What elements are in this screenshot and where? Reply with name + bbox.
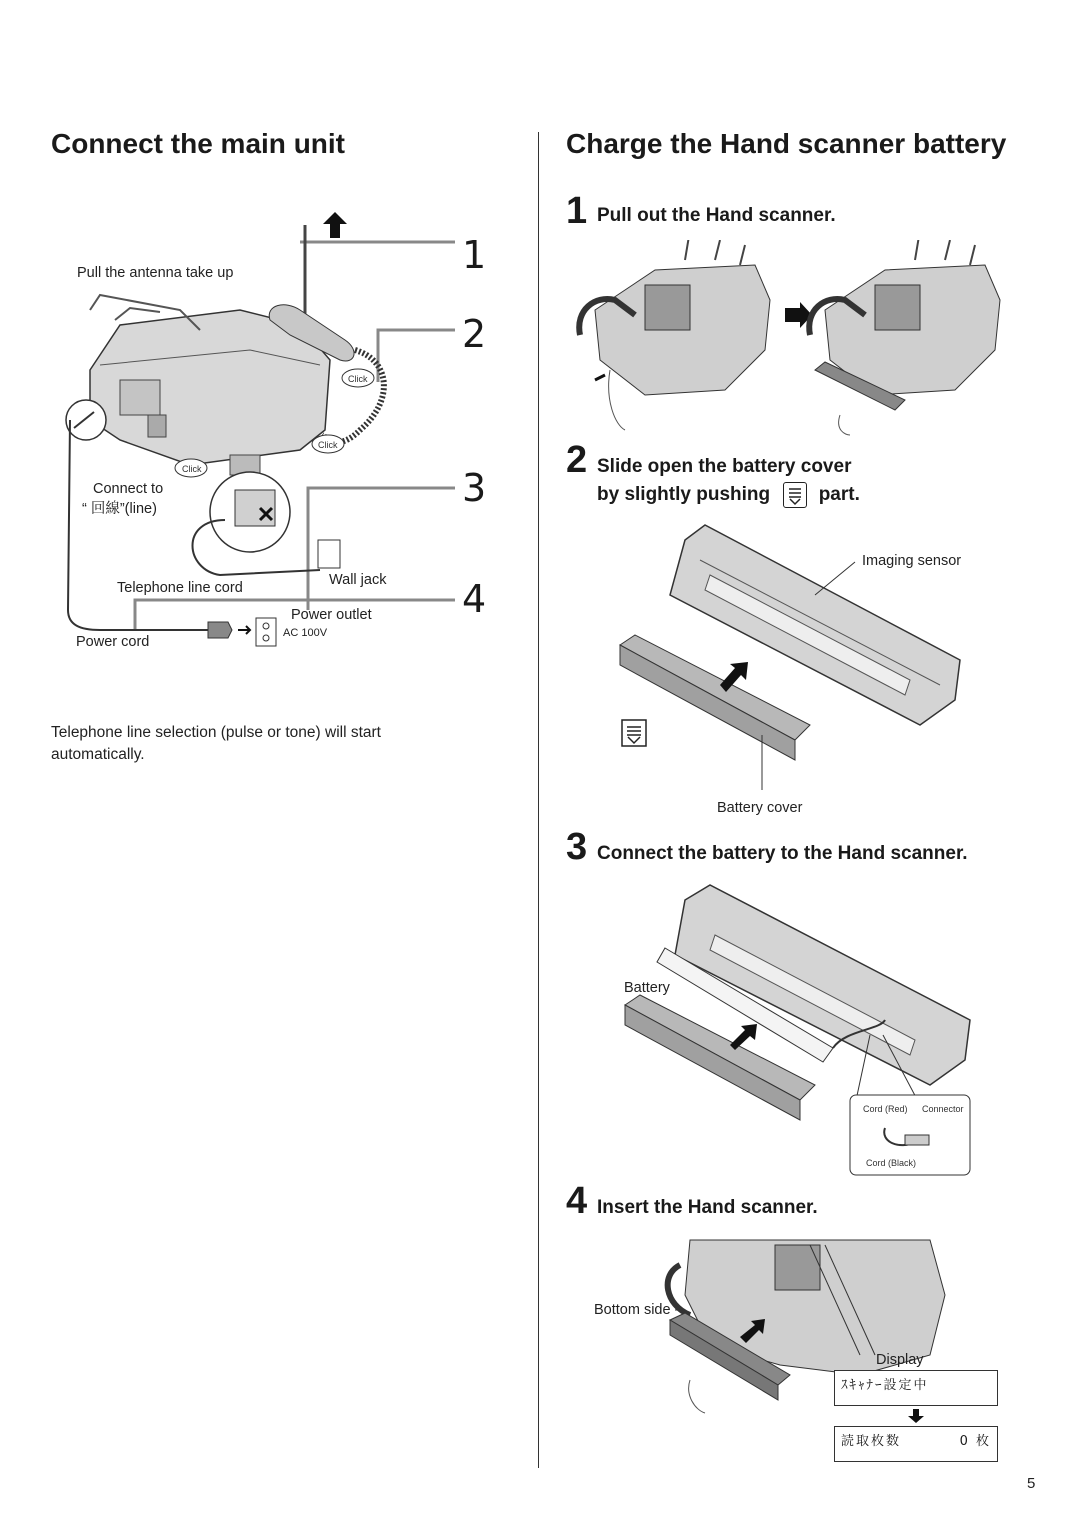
- cord-red-label: Cord (Red): [863, 1104, 908, 1114]
- click-label-1: Click: [348, 374, 368, 384]
- imaging-sensor-label: Imaging sensor: [862, 553, 962, 569]
- step-1-number: 1: [566, 190, 588, 232]
- connector-label: Connector: [922, 1104, 964, 1114]
- ac-label: AC 100V: [283, 627, 328, 639]
- antenna-label: Pull the antenna take up: [77, 265, 234, 281]
- section-title-main-unit: Connect the main unit: [51, 128, 345, 159]
- step-3-text: Connect the battery to the Hand scanner.: [597, 843, 968, 864]
- step-number-4: 4: [462, 577, 487, 621]
- step-4-number: 4: [566, 1180, 588, 1222]
- battery-cover-illustration: [610, 520, 970, 790]
- lcd-display-1: [834, 1370, 998, 1406]
- column-divider: [538, 132, 539, 1468]
- step-number-2: 2: [462, 312, 487, 356]
- lcd-line-1: ｽｷｬﾅｰ設定中: [841, 1378, 929, 1393]
- click-label-3: Click: [182, 464, 202, 474]
- line-label: “ 回線”(line): [82, 501, 157, 517]
- step-2-text-line1: Slide open the battery cover: [597, 456, 852, 477]
- down-arrow-icon: [907, 1408, 925, 1424]
- step-2-number: 2: [566, 439, 588, 481]
- lcd-display-2: [834, 1426, 998, 1462]
- section-title-charge-battery: Charge the Hand scanner battery: [566, 128, 1007, 159]
- lcd-line-2-left: 読取枚数: [841, 1434, 902, 1449]
- step-number-3: 3: [462, 466, 487, 510]
- battery-label: Battery: [624, 980, 670, 996]
- click-label-2: Click: [318, 440, 338, 450]
- power-outlet-label: Power outlet: [291, 607, 372, 623]
- push-mark-icon: [783, 482, 807, 508]
- bottom-side-label: Bottom side: [594, 1302, 671, 1318]
- wall-jack-label: Wall jack: [329, 572, 387, 588]
- step-3-number: 3: [566, 826, 588, 868]
- pulse-tone-note: Telephone line selection (pulse or tone) will start automatically.: [51, 724, 381, 763]
- step-4-text: Insert the Hand scanner.: [597, 1197, 818, 1218]
- step-1-text: Pull out the Hand scanner.: [597, 205, 836, 226]
- display-label: Display: [876, 1352, 924, 1368]
- battery-cover-label: Battery cover: [717, 800, 803, 816]
- connect-battery-illustration: [615, 880, 975, 1180]
- pull-out-scanner-illustration: [575, 240, 1005, 440]
- power-cord-label: Power cord: [76, 634, 150, 650]
- step-2-text-line2-a: by slightly pushing: [597, 484, 771, 506]
- lcd-line-2-right: 0 枚: [959, 1434, 991, 1449]
- step-number-1: 1: [462, 233, 487, 277]
- connect-to-label: Connect to: [93, 481, 164, 497]
- step-2-text-line2-b: part.: [818, 484, 860, 506]
- step-2-text-line2: [597, 482, 860, 508]
- page-number: 5: [1027, 1475, 1036, 1492]
- cord-black-label: Cord (Black): [866, 1158, 917, 1168]
- telephone-line-cord-label: Telephone line cord: [117, 580, 243, 596]
